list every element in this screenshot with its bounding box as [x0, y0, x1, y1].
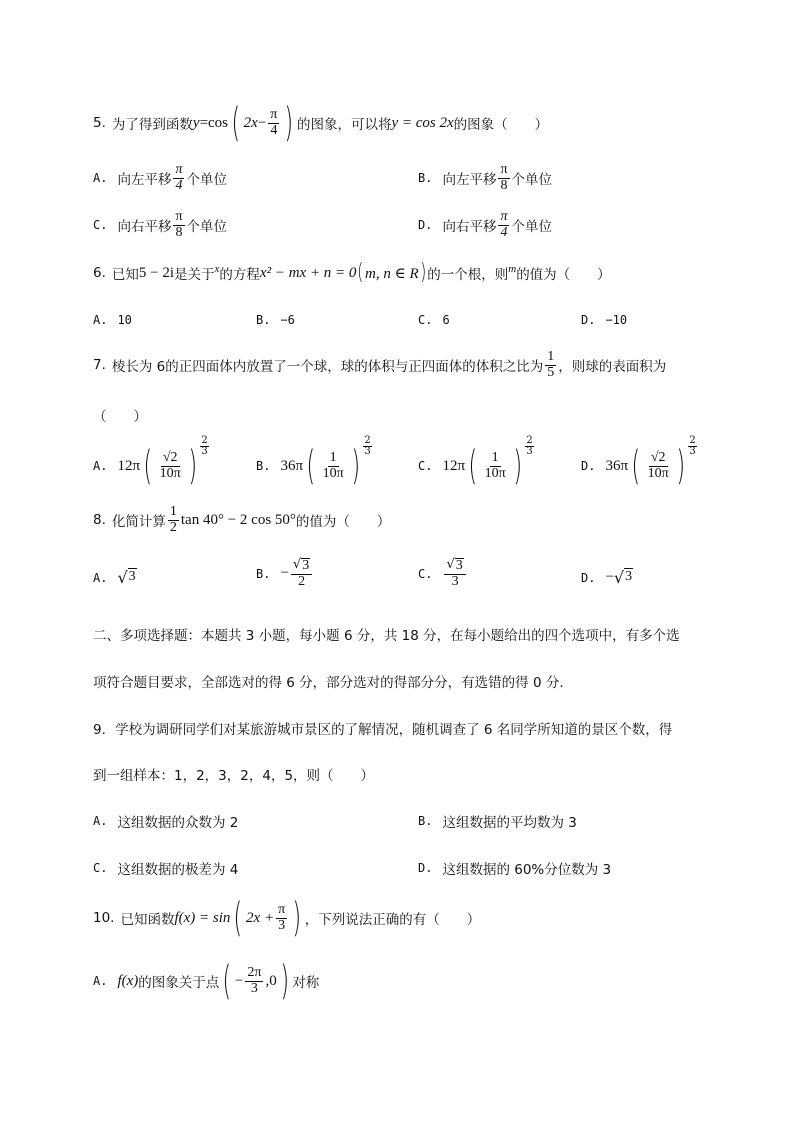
- q6-option-d[interactable]: D. −10: [581, 313, 628, 327]
- q6-option-b[interactable]: B. −6: [256, 313, 295, 327]
- question-10: 10. 已知函数 f(x) = sin ( 2x + $\frac{\pi}{3}$ ) ，下列说法正确的有（ ）: [93, 895, 481, 941]
- q7-number: 7.: [93, 357, 106, 374]
- q8-fraction: $\frac{1}{2}$: [169, 504, 177, 535]
- q6-number: 6.: [93, 265, 106, 281]
- q5-minus: −: [257, 114, 267, 131]
- q8-number: 8.: [93, 512, 106, 529]
- q9-option-c[interactable]: C. 这组数据的极差为 4: [93, 861, 239, 878]
- question-7: 7. 棱长为 6的正四面体内放置了一个球，球的体积与正四面体的体积之比为 $\frac{1}{5}$ ，则球的表面积为: [93, 349, 667, 380]
- q5-option-d[interactable]: D. 向右平移 $\frac{\pi}{4}$ 个单位: [418, 209, 552, 240]
- q9-option-a[interactable]: A. 这组数据的众数为 2: [93, 814, 239, 831]
- q9-option-b[interactable]: B. 这组数据的平均数为 3: [418, 814, 577, 831]
- q6-option-c[interactable]: C. 6: [418, 313, 450, 327]
- q5-option-b[interactable]: B. 向左平移 $\frac{\pi}{8}$ 个单位: [418, 162, 553, 193]
- q5-rparen: ): [284, 100, 294, 146]
- question-8: 8. 化简计算 $\frac{1}{2}$ tan 40° − 2 cos 50° 的值为（ ）: [93, 504, 391, 535]
- question-9: 9．学校为调研同学们对某旅游城市景区的了解情况，随机调查了 6 名同学所知道的景区个数，得: [93, 722, 673, 738]
- q5-eq: =cos: [199, 114, 229, 131]
- q7-fraction: $\frac{1}{5}$: [547, 349, 555, 380]
- q5-post: 的图象（ ）: [453, 117, 549, 133]
- q5-option-c[interactable]: C. 向右平移 $\frac{\pi}{8}$ 个单位: [93, 209, 228, 240]
- q7-option-c[interactable]: C. 12π ( $\frac{1}{10\pi}$ ) 2 3: [418, 434, 533, 489]
- q8-option-c[interactable]: C. √ 3 3: [418, 558, 468, 589]
- q5-lparen: (: [231, 100, 241, 146]
- question-9-line2: 到一组样本：1，2，3，2，4，5，则（ ）: [93, 768, 375, 784]
- q10-fraction: $\frac{\pi}{3}$: [278, 901, 286, 933]
- question-7-line2: （ ）: [93, 409, 147, 425]
- q8-option-b[interactable]: B. − √ 3 2: [256, 558, 314, 589]
- q7-option-d[interactable]: D. 36π ( $\frac{√2}{10\pi}$ ) 2 3: [581, 434, 696, 489]
- section-2-header: 二、多项选择题：本题共 3 小题，每小题 6 分，共 18 分，在每小题给出的四个选项中，有多个选: [93, 628, 680, 644]
- q8-expression: tan 40° − 2 cos 50°: [180, 511, 296, 528]
- q10-number: 10.: [93, 910, 115, 926]
- question-6: 6. 已知 5 − 2i 是关于 x 的方程 x² − mx + n = 0 ( m, n ∈ R ) 的一个根，则 m 的值为（ ）: [93, 260, 611, 285]
- q5-inner: 2x: [243, 114, 258, 131]
- q6-z: 5 − 2i: [138, 264, 175, 281]
- question-5: [93, 100, 549, 146]
- q9-option-d[interactable]: D. 这组数据的 60%分位数为 3: [418, 861, 612, 878]
- q5-number: 5.: [93, 115, 106, 131]
- q7-option-a[interactable]: A. 12π ( $\frac{√2}{10\pi}$ ) 2 3: [93, 434, 208, 489]
- q5-prefix: 为了得到函数: [111, 117, 193, 133]
- q6-condition: m, n ∈ R: [365, 265, 419, 282]
- q5-option-a[interactable]: A. 向左平移 $\frac{\pi}{4}$ 个单位: [93, 162, 227, 193]
- q5-mid: 的图象，可以将: [296, 117, 392, 133]
- q5-expr2: y = cos 2x: [391, 114, 454, 131]
- q10-option-a[interactable]: A. f(x) 的图象关于点 ( − $\frac{2\pi}{3}$ ,0 ) 对称: [93, 958, 320, 1004]
- q8-option-a[interactable]: A. √ 3: [93, 568, 136, 587]
- q6-equation: x² − mx + n = 0: [259, 264, 357, 281]
- q8-option-d[interactable]: D. − √ 3: [581, 568, 633, 587]
- section-2-header-line2: 项符合题目要求，全部选对的得 6 分，部分选对的得部分分，有选错的得 0 分.: [93, 675, 564, 691]
- q6-option-a[interactable]: A. 10: [93, 313, 132, 327]
- q7-option-b[interactable]: B. 36π ( $\frac{1}{10\pi}$ ) 2 3: [256, 434, 371, 489]
- q5-fraction: $\frac{\pi}{4}$: [270, 106, 278, 138]
- q10-function: f(x) = sin: [174, 909, 231, 926]
- q5-y: y: [192, 114, 200, 131]
